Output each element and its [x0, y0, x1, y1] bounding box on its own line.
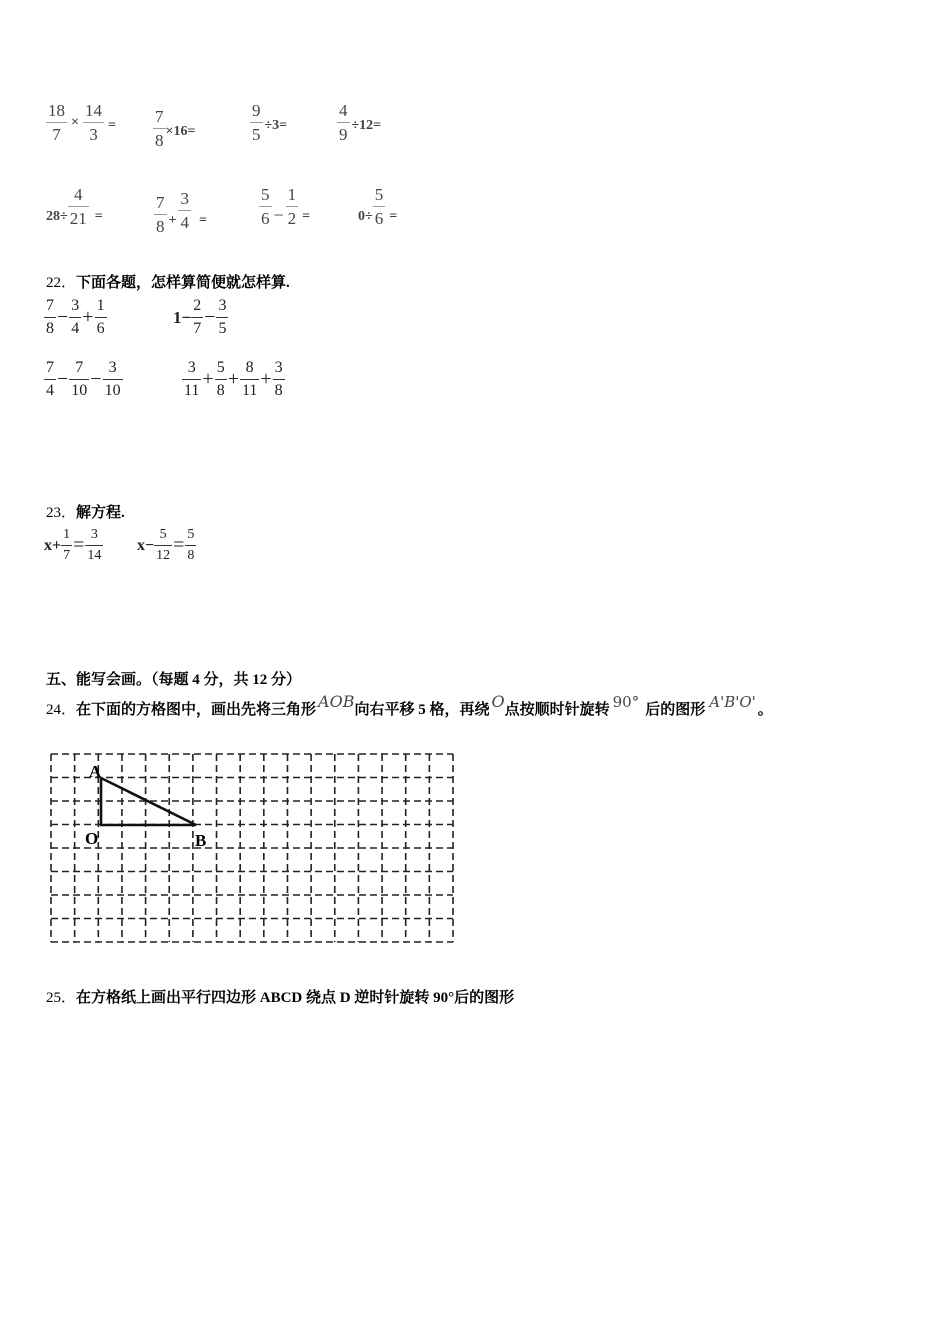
fraction: $\frac{1}{2}$: [287, 185, 297, 228]
section-five-title: 五、能写会画。（每题 4 分，共 12 分）: [46, 672, 302, 688]
fraction: $\frac{3}{5}$: [218, 297, 227, 337]
q22-expression-2: 1− $\frac{2}{7}$ − $\frac{3}{5}$: [173, 297, 227, 337]
calc-item-6: $\frac{7}{8}$ + $\frac{3}{4}$ =: [156, 189, 207, 236]
question-23-title: 23．解方程.: [46, 505, 125, 521]
fraction: $\frac{7}{8}$: [155, 107, 164, 150]
fraction: $\frac{4}{21}$: [69, 185, 87, 228]
question-25-text: 25．在方格纸上画出平行四边形 ABCD 绕点 D 逆时针旋转 90°后的图形: [46, 990, 515, 1006]
triangle-aob: [101, 778, 196, 825]
grid-svg: [47, 750, 457, 946]
fraction: $\frac{3}{10}$: [104, 359, 121, 399]
fraction: $\frac{7}{10}$: [71, 359, 88, 399]
fraction: $\frac{3}{11}$: [184, 359, 200, 399]
fraction: $\frac{3}{4}$: [180, 189, 189, 232]
fraction: $\frac{18}{7}$: [48, 101, 65, 144]
fraction: $\frac{5}{6}$: [261, 185, 270, 228]
grid-figure: [47, 750, 457, 946]
calc-item-2: $\frac{7}{8}$ ×16=: [155, 107, 196, 150]
fraction: $\frac{3}{8}$: [274, 359, 283, 399]
fraction: $\frac{1}{6}$: [96, 297, 105, 337]
fraction: $\frac{5}{6}$: [374, 185, 384, 228]
fraction: $\frac{4}{9}$: [339, 101, 348, 144]
fraction: $\frac{2}{7}$: [193, 297, 202, 337]
fraction: $\frac{1}{7}$: [63, 527, 71, 563]
q22-expression-1: $\frac{7}{8}$ − $\frac{3}{4}$ + $\frac{1}{6}$: [46, 297, 105, 337]
calc-item-1: $\frac{18}{7}$ × $\frac{14}{3}$ =: [48, 101, 116, 144]
calc-item-3: $\frac{9}{5}$ ÷3=: [252, 101, 288, 144]
fraction: $\frac{9}{5}$: [252, 101, 261, 144]
label-o: O: [85, 829, 99, 848]
label-a: A: [89, 762, 102, 781]
calc-item-4: $\frac{4}{9}$ ÷12=: [339, 101, 382, 144]
calc-item-7: $\frac{5}{6}$ − $\frac{1}{2}$ =: [261, 185, 311, 228]
calc-item-5: 28÷ $\frac{4}{21}$ =: [46, 185, 103, 228]
q22-expression-3: $\frac{7}{4}$ − $\frac{7}{10}$ − $\frac{3}{10}$: [46, 359, 121, 399]
calc-item-8: 0÷ $\frac{5}{6}$ =: [358, 185, 398, 228]
label-b: B: [195, 831, 207, 850]
q23-equation-1: x+ $\frac{1}{7}$ = $\frac{3}{14}$: [44, 527, 102, 563]
question-24-text: 24． 在下面的方格图中，画出先将三角形 AOB 向右平移 5 格，再绕 O 点按顺时针旋转 90° 后的图形 A'B'O' 。: [46, 692, 773, 718]
fraction: $\frac{5}{8}$: [216, 359, 225, 399]
q22-expression-4: $\frac{3}{11}$ + $\frac{5}{8}$ + $\frac{8}{11}$ + $\frac{3}{8}$: [184, 359, 283, 399]
fraction: $\frac{7}{8}$: [156, 193, 165, 236]
fraction: $\frac{3}{14}$: [87, 527, 102, 563]
fraction: $\frac{7}{8}$: [46, 297, 54, 337]
fraction: $\frac{5}{12}$: [156, 527, 171, 563]
fraction: $\frac{14}{3}$: [84, 101, 102, 144]
fraction: $\frac{3}{4}$: [71, 297, 80, 337]
question-22-title: 22．下面各题，怎样算简便就怎样算.: [46, 275, 290, 291]
fraction: $\frac{7}{4}$: [46, 359, 54, 399]
fraction: $\frac{8}{11}$: [241, 359, 258, 399]
fraction: $\frac{5}{8}$: [187, 527, 195, 563]
q23-equation-2: x− $\frac{5}{12}$ = $\frac{5}{8}$: [137, 527, 195, 563]
